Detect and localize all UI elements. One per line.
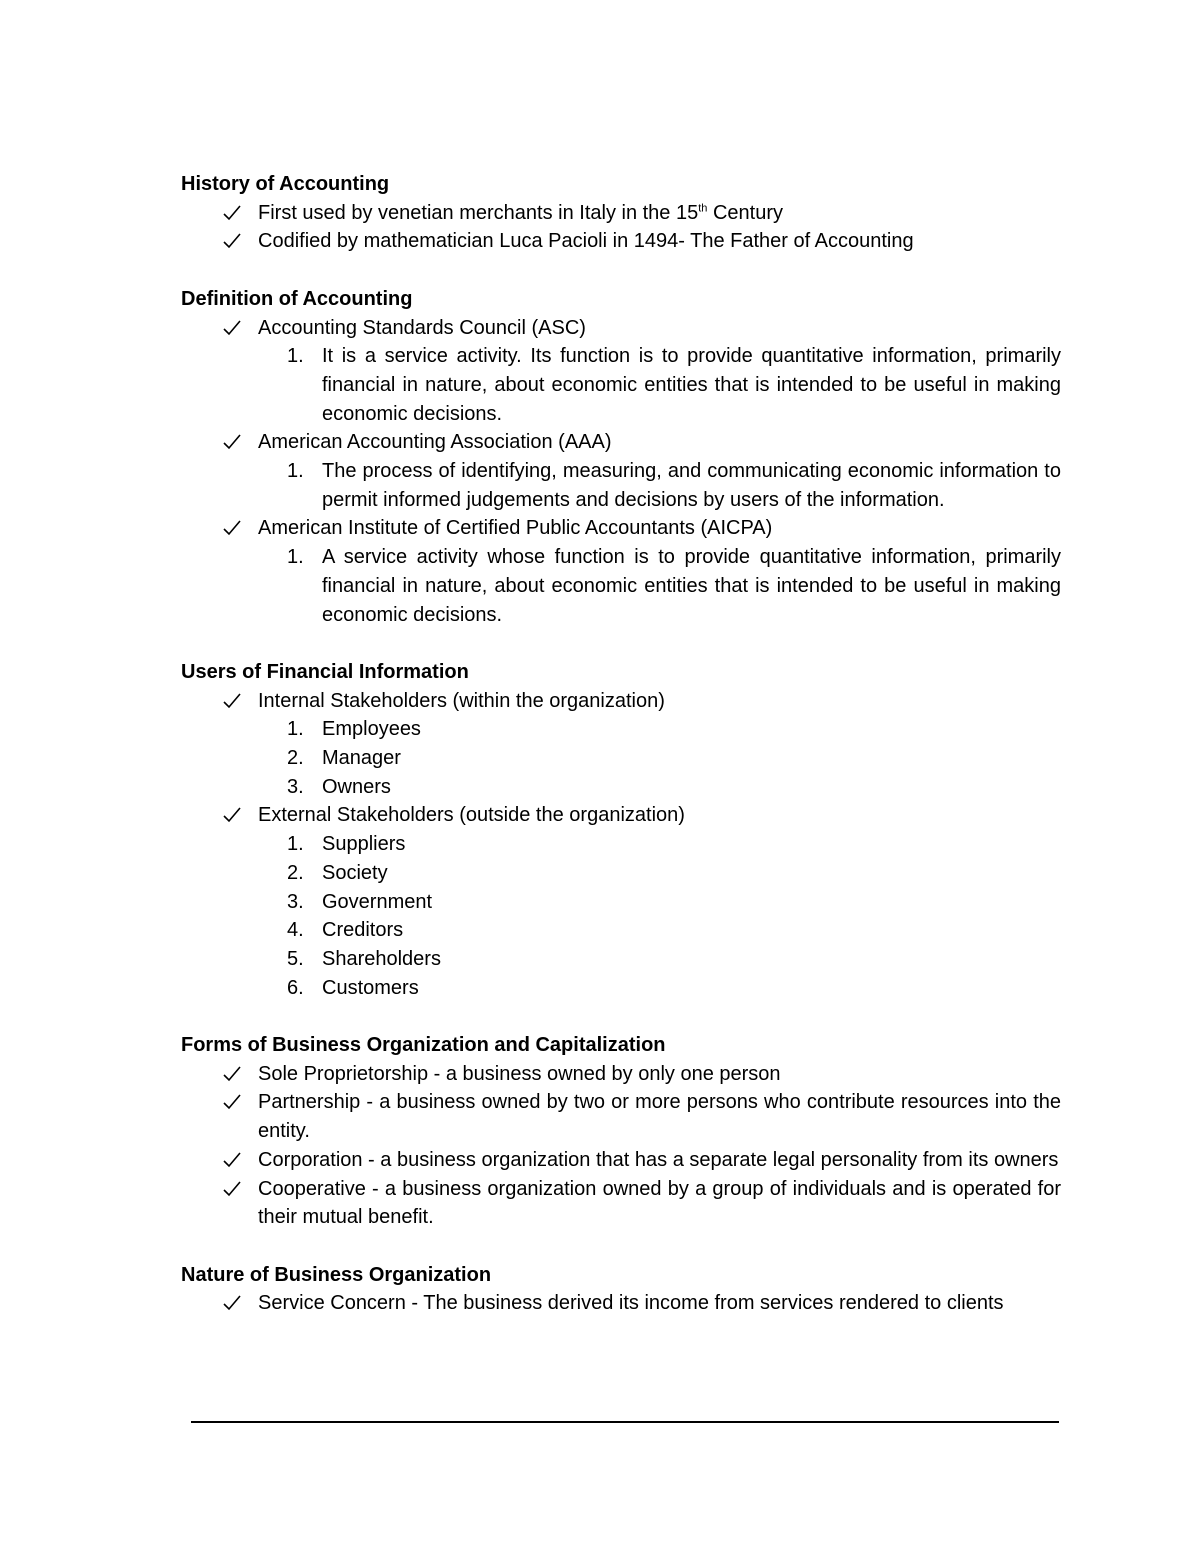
bullet-text: Sole Proprietorship - a business owned by only one person [258,1062,781,1085]
numbered-item [181,916,1061,945]
bullet-text: American Institute of Certified Public Accountants (AICPA) [258,517,773,540]
numbered-item [181,543,1061,629]
bullet-text: First used by venetian merchants in Italy in the 15 [258,201,699,224]
section-forms [181,1031,1061,1232]
bullet-item [181,199,1061,228]
bullet-item [181,1146,1061,1175]
bullet-item [181,1060,1061,1089]
item-text: It is a service activity. Its function is to provide quantitative information, primarily financial in nature, about economic entities that is intended to be useful in making economic decisions. [322,345,1061,425]
numbered-item [181,744,1061,773]
bullet-item [181,514,1061,543]
item-number: 2. [287,747,304,770]
section-heading: Users of Financial Information [181,660,469,683]
item-text: Government [322,890,433,913]
bullet-text: Partnership - a business owned by two or more persons who contribute resources into the entity. [258,1091,1061,1143]
checkmark-icon [223,801,243,830]
item-number: 1. [287,460,304,483]
item-number: 3. [287,890,304,913]
numbered-item [181,715,1061,744]
bullet-item [181,1289,1061,1318]
item-number: 3. [287,775,304,798]
bullet-item [181,428,1061,457]
checkmark-icon [223,514,243,543]
checkmark-icon [223,428,243,457]
bullet-text: American Accounting Association (AAA) [258,431,612,454]
item-text: Suppliers [322,833,406,856]
bullet-item [181,227,1061,256]
item-number: 6. [287,976,304,999]
section-heading: Nature of Business Organization [181,1263,492,1286]
numbered-item [181,342,1061,428]
numbered-item [181,945,1061,974]
item-text: Customers [322,976,419,999]
bullet-text: Century [707,201,784,224]
numbered-item [181,830,1061,859]
bullet-text: Internal Stakeholders (within the organization) [258,689,665,712]
item-number: 1. [287,833,304,856]
item-number: 1. [287,345,304,368]
bullet-text: Cooperative - a business organization owned by a group of individuals and is operated for their mutual benefit. [258,1177,1061,1229]
section-history [181,170,1061,256]
section-heading: Forms of Business Organization and Capitalization [181,1034,666,1057]
checkmark-icon [223,1146,243,1175]
bullet-item [181,687,1061,716]
item-text: Manager [322,747,401,770]
section-nature [181,1261,1061,1318]
section-users [181,658,1061,1002]
checkmark-icon [223,687,243,716]
section-heading: Definition of Accounting [181,287,413,310]
bullet-text: Accounting Standards Council (ASC) [258,316,586,339]
checkmark-icon [223,1060,243,1089]
superscript: th [698,202,708,215]
checkmark-icon [223,1175,243,1204]
numbered-item [181,888,1061,917]
bullet-item [181,1175,1061,1232]
item-text: Shareholders [322,947,441,970]
bullet-text: External Stakeholders (outside the organization) [258,804,685,827]
checkmark-icon [223,199,243,228]
numbered-item [181,859,1061,888]
item-number: 4. [287,919,304,942]
bullet-item [181,801,1061,830]
item-number: 1. [287,718,304,741]
checkmark-icon [223,314,243,343]
checkmark-icon [223,1289,243,1318]
bullet-text: Codified by mathematician Luca Pacioli in 1494- The Father of Accounting [258,230,914,253]
checkmark-icon [223,1088,243,1117]
item-number: 1. [287,546,304,569]
section-definition [181,285,1061,629]
item-text: Creditors [322,919,404,942]
horizontal-rule [191,1421,1059,1423]
bullet-item [181,1088,1061,1145]
item-text: Society [322,861,388,884]
item-number: 5. [287,947,304,970]
item-number: 2. [287,861,304,884]
item-text: The process of identifying, measuring, and communicating economic information to permit informed judgements and decisions by users of the information. [322,460,1061,511]
section-heading: History of Accounting [181,173,390,195]
item-text: Employees [322,718,421,741]
item-text: A service activity whose function is to provide quantitative information, primarily financial in nature, about economic entities that is intended to be useful in making economic decisions. [322,546,1061,626]
numbered-item [181,773,1061,802]
bullet-text: Service Concern - The business derived its income from services rendered to clients [258,1292,1004,1315]
numbered-item [181,974,1061,1003]
item-text: Owners [322,775,391,798]
bullet-text: Corporation - a business organization that has a separate legal personality from its owners [258,1148,1059,1171]
checkmark-icon [223,227,243,256]
numbered-item [181,457,1061,514]
document-body [181,170,1061,1347]
bullet-item [181,314,1061,343]
